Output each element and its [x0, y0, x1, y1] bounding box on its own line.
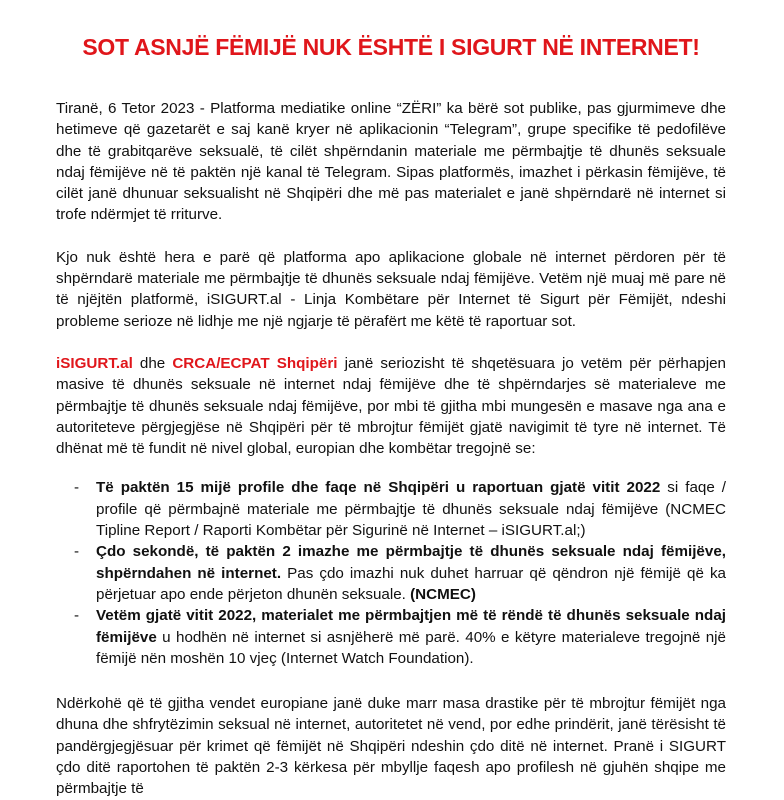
list-item — [56, 541, 726, 605]
list-item-source: (NCMEC) — [410, 585, 476, 603]
list-item-text: u hodhën në internet si asnjëherë më parë. 40% e këtyre materialeve tregojnë një fëmijë nën moshën 10 vjeç (Internet Watch Foundation). — [96, 628, 726, 667]
paragraph-concern — [56, 353, 726, 459]
list-item-bold: Vetëm gjatë vitit 2022, materialet me përmbajtjen më të rëndë të dhunës seksuale ndaj fëmijëve — [96, 607, 726, 646]
list-item — [56, 477, 726, 541]
list-dash: - — [74, 543, 80, 561]
list-dash: - — [74, 479, 80, 497]
paragraph-intro: Tiranë, 6 Tetor 2023 - Platforma mediatike online “ZËRI” ka bërë sot publike, pas gjurmimeve dhe hetimeve që gazetarët e saj kanë kryer në aplikacionin “Telegram”, grupe specifike të pedofilëve dhe të grabitqarëve seksualë, të cilët shpërndanin materiale me përmbajtje të dhunës seksuale ndaj fëmijëve në të paktën një kanal të Telegram. Sipas platformës, imazhet i përkasin fëmijëve, të cilët janë dhunuar seksualisht në Shqipëri dhe më pas materialet e janë shpërndarë në internet si trofe ndërmjet të rriturve. — [56, 100, 726, 224]
conjunction-text: dhe — [132, 354, 173, 372]
list-item-text: Pas çdo imazhi nuk duhet harruar që qëndron një fëmijë që ka përjetuar apo ende përjeton dhunën seksuale. — [96, 564, 726, 603]
paragraph-situation: Ndërkohë që të gjitha vendet europiane janë duke marr masa drastike për të mbrojtur fëmijët nga dhuna dhe shfrytëzimin seksual në internet, autoritetet në vend, por edhe prindërit, janë tërësisht të pandërgjegjësuar për krimet që fëmijët në Shqipëri ndeshin çdo ditë në internet. Pranë i SIGURT çdo ditë raportohen të paktën 2-3 kërkesa për mbyllje faqesh apo profilesh në gjuhën shqipe me përmbajtje të — [56, 695, 726, 798]
list-item-bold: Të paktën 15 mijë profile dhe faqe në Shqipëri u raportuan gjatë vitit 2022 — [96, 479, 661, 497]
list-item — [56, 605, 726, 669]
paragraph-context: Kjo nuk është hera e parë që platforma apo aplikacione globale në internet përdoren për të shpërndarë materiale me përmbajtje të dhunës seksuale ndaj fëmijëve. Vetëm një muaj më pare në të njëjtën platformë, iSIGURT.al - Linja Kombëtare për Internet të Sigurt për Fëmijët, ndeshi probleme serioze në lidhje me një ngjarje të përafërt me këtë të raportuar sot. — [56, 248, 726, 330]
list-item-text: si faqe / profile që përmbajnë materiale me përmbajtje të dhunës seksuale ndaj fëmijëve (NCMEC Tipline Report / Raporti Kombëtar për Sigurinë në Internet – iSIGURT.al;) — [96, 479, 727, 540]
list-item-bold: Çdo sekondë, të paktën 2 imazhe me përmbajtje të dhunës seksuale ndaj fëmijëve, shpërndahen në internet. — [96, 543, 726, 582]
page-title: SOT ASNJË FËMIJË NUK ËSHTË I SIGURT NË INTERNET! — [82, 34, 700, 60]
paragraph-concern-text: janë seriozisht të shqetësuara jo vetëm për përhapjen masive të dhunës seksuale në internet ndaj fëmijëve dhe të shpërndarjes së materialeve me përmbajtje të dhunës seksuale ndaj fëmijëve, por mbi të gjitha mbi mungesën e masave nga ana e autoriteteve përgjegjëse në Shqipëri për të mbrojtur fëmijët gjatë navigimit të tyre në internet. Të dhënat më të fundit në nivel global, europian dhe kombëtar tregojnë se: — [56, 354, 726, 458]
org-isigurt: iSIGURT.al — [56, 354, 133, 372]
org-crca-ecpat: CRCA/ECPAT Shqipëri — [172, 354, 338, 372]
list-dash: - — [74, 607, 80, 625]
statistics-list — [56, 477, 726, 669]
